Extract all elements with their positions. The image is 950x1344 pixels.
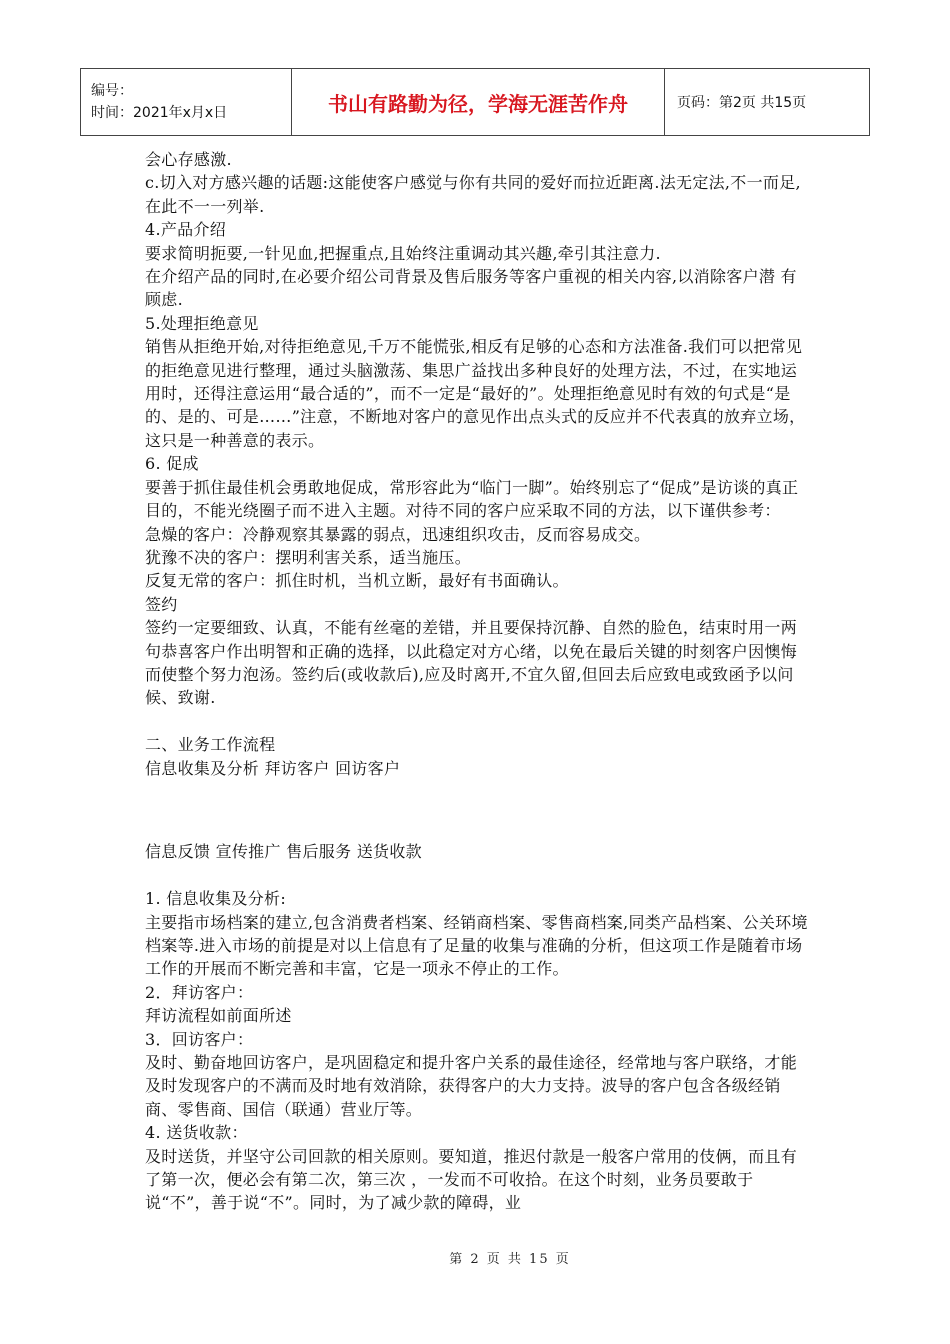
paragraph: 在介绍产品的同时,在必要介绍公司背景及售后服务等客户重视的相关内容,以消除客户潜 有顾虑. [145, 267, 797, 310]
paragraph: 主要指市场档案的建立,包含消费者档案、经销商档案、零售商档案,同类产品档案、公关环境档案等.进入市场的前提是对以上信息有了足量的收集与准确的分析，但这项工作是随着市场工作的开展而不断完善和丰富，它是一项永不停止的工作。 [145, 912, 808, 979]
paragraph: c.切入对方感兴趣的话题:这能使客户感觉与你有共同的爱好而拉近距离.法无定法,不一而足,在此不一一列举. [145, 173, 801, 216]
doc-number-label: 编号： [91, 83, 133, 99]
section-heading: 2．拜访客户： [145, 982, 254, 1002]
section-title: 二、业务工作流程 [145, 735, 276, 755]
paragraph: 及时、勤奋地回访客户，是巩固稳定和提升客户关系的最佳途径，经常地与客户联络，才能及时发现客户的不满而及时地有效消除，获得客户的大力支持。波导的客户包含各级经销商、零售商、国信（联通）营业厅等。 [145, 1052, 798, 1119]
spacer [145, 710, 813, 733]
doc-time-label: 时间：2021年x月x日 [91, 105, 228, 121]
document-body [145, 148, 813, 1215]
paragraph: 签约一定要细致、认真，不能有丝毫的差错，并且要保持沉静、自然的脸色，结束时用一两句恭喜客户作出明智和正确的选择，以此稳定对方心绪，以免在最后关键的时刻客户因懊悔而使整个努力泡汤。签约后(或收款后),应及时离开,不宜久留,但回去后应致电或致函予以问候、致谢. [145, 618, 798, 708]
flow-row-1: 信息收集及分析 拜访客户 回访客户 [145, 758, 401, 778]
paragraph: 会心存感激. [145, 150, 232, 169]
paragraph: 急燥的客户：冷静观察其暴露的弱点，迅速组织攻击，反而容易成交。 [145, 524, 651, 544]
section-heading: 5.处理拒绝意见 [145, 313, 259, 333]
section-heading: 3．回访客户： [145, 1029, 254, 1049]
section-heading: 4.产品介绍 [145, 220, 227, 240]
paragraph: 及时送货，并坚守公司回款的相关原则。要知道，推迟付款是一般客户常用的伎俩，而且有了第一次，便必会有第二次，第三次 ，一发而不可收拾。在这个时刻，业务员要敢于说“不”，善于说“不”。同时，为了减少款的障碍，业 [145, 1146, 798, 1213]
section-heading: 6. 促成 [145, 454, 199, 474]
section-heading: 4. 送货收款： [145, 1123, 248, 1143]
paragraph: 反复无常的客户：抓住时机，当机立断，最好有书面确认。 [145, 571, 569, 591]
page-footer: 第 2 页 共 15 页 [449, 1252, 571, 1267]
spacer [145, 780, 813, 817]
spacer [145, 864, 813, 887]
spacer [145, 817, 813, 840]
paragraph: 要求简明扼要,一针见血,把握重点,且始终注重调动其兴趣,牵引其注意力. [145, 243, 661, 263]
paragraph: 犹豫不决的客户：摆明利害关系，适当施压。 [145, 547, 472, 567]
flow-row-2: 信息反馈 宣传推广 售后服务 送货收款 [145, 842, 422, 862]
header-meta [81, 69, 292, 136]
header-page-info: 页码：第2页 共15页 [665, 69, 870, 136]
header-motto: 书山有路勤为径，学海无涯苦作舟 [292, 69, 665, 136]
paragraph: 销售从拒绝开始,对待拒绝意见,千万不能慌张,相反有足够的心态和方法准备.我们可以把常见的拒绝意见进行整理，通过头脑激荡、集思广益找出多种良好的处理方法，不过，在实地运用时，还得注意运用“最合适的”，而不一定是“最好的”。处理拒绝意见时有效的句式是“是的、是的、可是……”注意，不断地对客户的意见作出点头式的反应并不代表真的放弃立场，这只是一种善意的表示。 [145, 337, 806, 450]
paragraph: 要善于抓住最佳机会勇敢地促成，常形容此为“临门一脚”。始终别忘了“促成”是访谈的真正目的，不能光绕圈子而不进入主题。对待不同的客户应采取不同的方法，以下谨供参考： [145, 477, 799, 521]
section-heading: 1. 信息收集及分析: [145, 889, 287, 909]
section-heading: 签约 [145, 594, 178, 614]
paragraph: 拜访流程如前面所述 [145, 1006, 292, 1026]
page-header [80, 68, 870, 136]
